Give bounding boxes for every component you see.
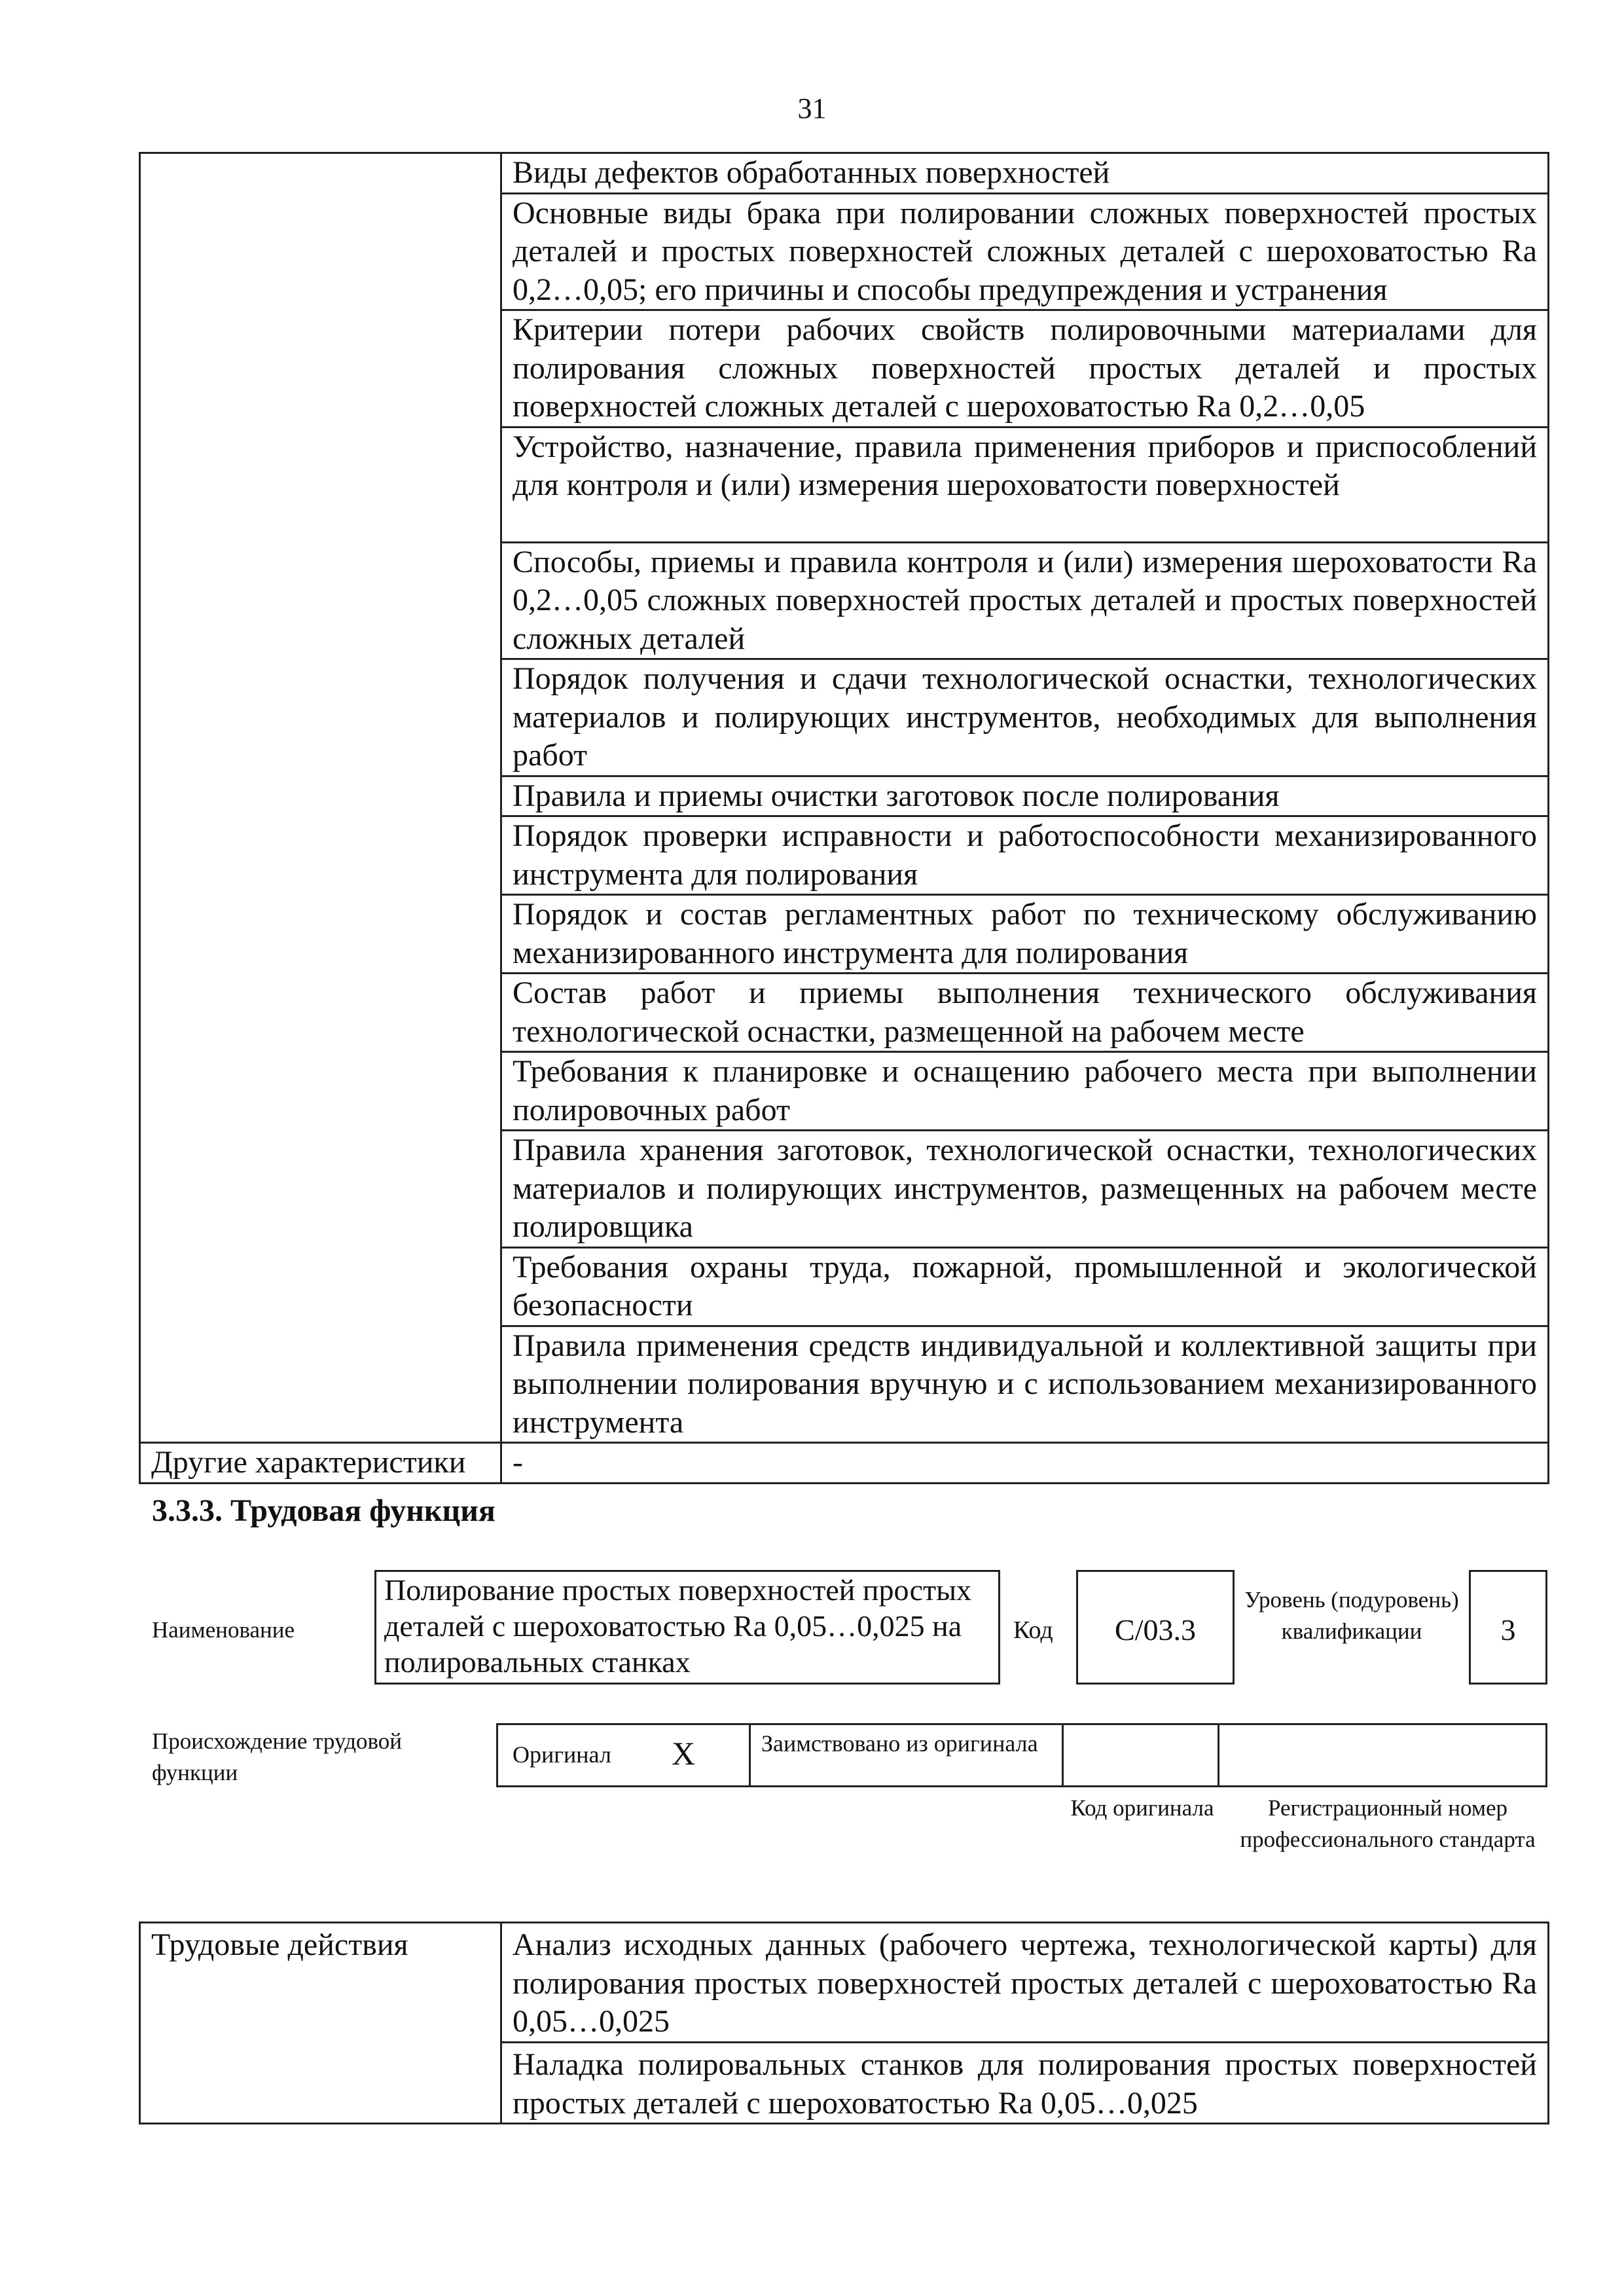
knowledge-item: Правила хранения заготовок, технологической оснастки, технологических материалов и полирующих инструментов, размещенных на рабочем месте полировщика [501,1131,1549,1248]
code-label: Код [1013,1616,1053,1644]
knowledge-item: Требования охраны труда, пожарной, промышленной и экологической безопасности [501,1247,1549,1326]
knowledge-item: Правила и приемы очистки заготовок после полирования [501,776,1549,816]
knowledge-item: Способы, приемы и правила контроля и (или) измерения шероховатости Ra 0,2…0,05 сложных поверхностей простых деталей и простых поверхностей сложных деталей [501,542,1549,659]
knowledge-item: Правила применения средств индивидуальной и коллективной защиты при выполнении полирования вручную и с использованием механизированного инструмента [501,1326,1549,1443]
knowledge-item: Порядок получения и сдачи технологической оснастки, технологических материалов и полирующих инструментов, необходимых для выполнения работ [501,659,1549,776]
page-number: 31 [797,92,827,124]
other-characteristics-label: Другие характеристики [140,1443,501,1484]
labor-action-item: Наладка полировальных станков для полирования простых поверхностей простых деталей с шероховатостью Ra 0,05…0,025 [501,2043,1549,2124]
empty-label-cell [140,153,501,1443]
registration-caption: Регистрационный номер профессионального стандарта [1240,1795,1536,1852]
knowledge-item: Порядок и состав регламентных работ по техническому обслуживанию механизированного инструмента для полирования [501,895,1549,974]
function-name-box: Полирование простых поверхностей простых деталей с шероховатостью Ra 0,05…0,025 на полировальных станках [374,1570,1000,1685]
original-cell [496,1725,749,1785]
knowledge-item: Критерии потери рабочих свойств полировочными материалами для полирования сложных поверхностей простых деталей и простых поверхностей сложных деталей с шероховатостью Ra 0,2…0,05 [501,310,1549,428]
knowledge-item: Требования к планировке и оснащению рабочего места при выполнении полировочных работ [501,1052,1549,1131]
original-mark: X [672,1735,696,1772]
registration-number-cell [1218,1725,1547,1785]
level-label: Уровень (подуровень) квалификации [1244,1587,1459,1644]
origin-label: Происхождение трудовой функции [152,1728,403,1785]
level-value-box: 3 [1469,1570,1547,1685]
knowledge-item: Порядок проверки исправности и работоспособности механизированного инструмента для полирования [501,816,1549,895]
knowledge-table [139,152,1549,1484]
knowledge-item: Виды дефектов обработанных поверхностей [501,153,1549,194]
other-characteristics-value: - [501,1443,1549,1484]
origin-row [496,1723,1547,1787]
section-heading: 3.3.3. Трудовая функция [152,1493,496,1528]
original-code-cell [1062,1725,1218,1785]
original-label: Оригинал [513,1741,611,1768]
labor-action-item: Анализ исходных данных (рабочего чертежа, технологической карты) для полирования простых поверхностей простых деталей с шероховатостью Ra 0,05…0,025 [501,1923,1549,2043]
original-code-caption: Код оригинала [1070,1795,1214,1821]
borrowed-label: Заимствовано из оригинала [749,1725,1062,1785]
name-label: Наименование [152,1617,295,1643]
knowledge-item: Состав работ и приемы выполнения технического обслуживания технологической оснастки, размещенной на рабочем месте [501,974,1549,1052]
function-code-box: C/03.3 [1076,1570,1235,1685]
knowledge-item: Основные виды брака при полировании сложных поверхностей простых деталей и простых поверхностей сложных деталей с шероховатостью Ra 0,2…0,05; его причины и способы предупреждения и устранения [501,193,1549,310]
labor-actions-table [139,1922,1549,2124]
labor-actions-label: Трудовые действия [140,1923,501,2124]
knowledge-item: Устройство, назначение, правила применения приборов и приспособлений для контроля и (или) измерения шероховатости поверхностей [501,427,1549,542]
